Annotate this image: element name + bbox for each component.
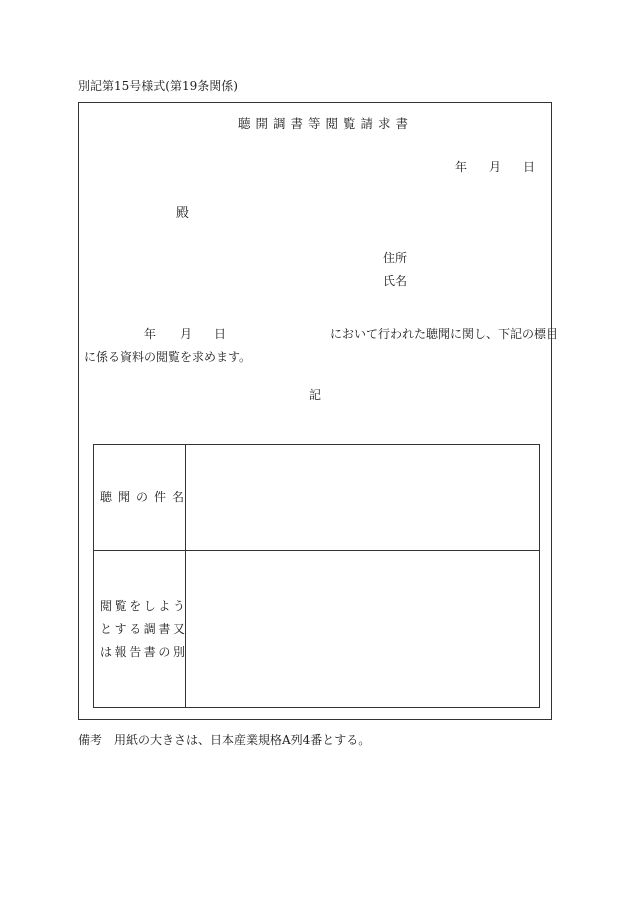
hearing-title-value[interactable] — [194, 491, 534, 505]
document-type-label-line: とする調書又 — [100, 622, 188, 636]
body-year-label: 年 — [144, 327, 157, 341]
document-type-label — [100, 595, 188, 664]
addressee-suffix: 殿 — [176, 206, 190, 221]
name-label: 氏名 — [383, 274, 408, 288]
document-type-label-line: は報告書の別 — [100, 645, 188, 659]
request-details-table — [93, 444, 540, 708]
body-month-label: 月 — [180, 327, 193, 341]
document-type-label-line: 閲覧をしよう — [100, 599, 188, 613]
body-day-label: 日 — [214, 327, 227, 341]
address-label: 住所 — [383, 251, 408, 265]
body-line2: に係る資料の閲覧を求めます。 — [84, 350, 252, 364]
document-type-value[interactable] — [194, 621, 534, 635]
date-day-label: 日 — [523, 160, 536, 174]
table-column-divider — [185, 445, 186, 707]
ki-heading: 記 — [309, 388, 322, 402]
footer-note: 備考 用紙の大きさは、日本産業規格A列4番とする。 — [78, 733, 371, 747]
form-reference: 別記第15号様式(第19条関係) — [78, 79, 238, 93]
date-month-label: 月 — [489, 160, 502, 174]
hearing-title-label: 聴聞の件名 — [100, 490, 191, 504]
body-line1-tail: において行われた聴聞に関し、下記の標目 — [330, 327, 559, 341]
date-year-label: 年 — [455, 160, 468, 174]
form-title: 聴開調書等閲覧請求書 — [238, 116, 414, 131]
table-row-divider — [94, 550, 539, 551]
